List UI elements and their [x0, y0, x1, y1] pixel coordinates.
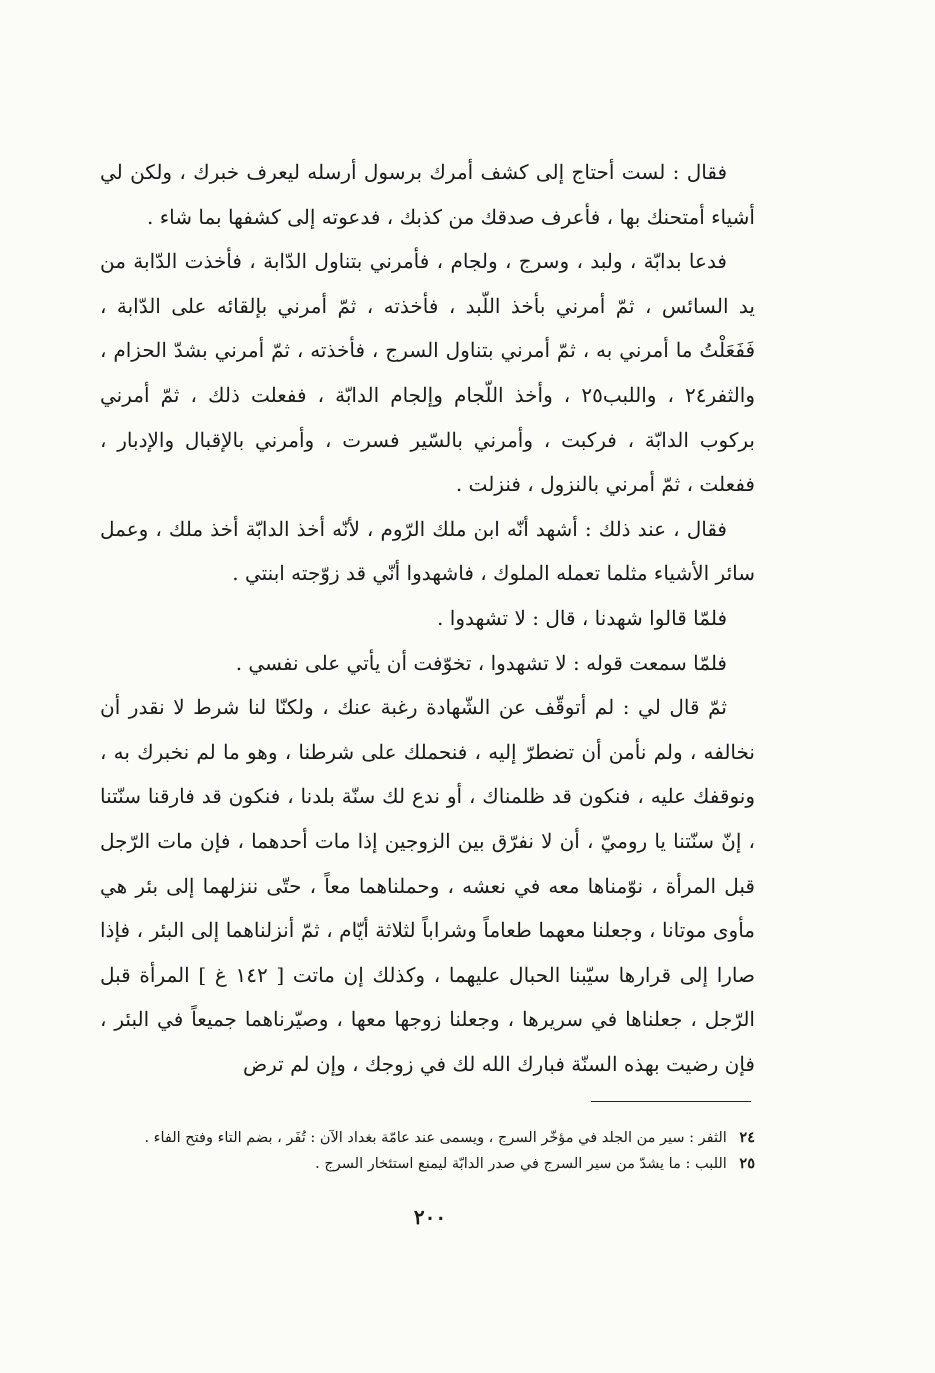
footnote: [100, 1125, 755, 1151]
footnote-number: ٢٥: [739, 1155, 755, 1172]
paragraph: فدعا بدابّة ، ولبد ، وسرج ، ولجام ، فأمرني بتناول الدّابة ، فأخذت الدّابة من يد السائس ، ثمّ أمرني بأخذ اللّبد ، فأخذته ، ثمّ أمرني بإلقائه على الدّابة ، فَفَعَلْتُ ما أمرني به ، ثمّ أمرني بتناول السرج ، فأخذته ، ثمّ أمرني بشدّ الحزام ، والثفر٢٤ ، واللبب٢٥ ، وأخذ اللّجام وإلجام الدابّة ، ففعلت ذلك ، ثمّ أمرني بركوب الدابّة ، فركبت ، وأمرني بالسّير فسرت ، وأمرني بالإقبال والإدبار ، ففعلت ، ثمّ أمرني بالنزول ، فنزلت .: [100, 249, 755, 497]
footnote-number: ٢٤: [739, 1129, 755, 1146]
footnotes: [100, 1125, 755, 1177]
page-number: ٢٠٠: [413, 1205, 447, 1229]
paragraph: فقال ، عند ذلك : أشهد أنّه ابن ملك الرّوم ، لأنّه أخذ الدابّة أخذ ملك ، وعمل سائر الأشياء مثلما تعمله الملوك ، فاشهدوا أنّي قد زوّجته ابنتي .: [100, 516, 755, 586]
footnote: [100, 1151, 755, 1177]
paragraph: فلمّا سمعت قوله : لا تشهدوا ، تخوّفت أن يأتي على نفسي .: [235, 650, 727, 675]
footnote-divider: [591, 1101, 751, 1102]
paragraph: فقال : لست أحتاج إلى كشف أمرك برسول أرسله ليعرف خبرك ، ولكن لي أشياء أمتحنك بها ، فأعرف صدقك من كذبك ، فدعوته إلى كشفها بما شاء .: [100, 160, 755, 229]
paragraph: فلمّا قالوا شهدنا ، قال : لا تشهدوا .: [437, 605, 727, 630]
footnote-text: الثفر : سير من الجلد في مؤخّر السرج ، ويسمى عند عامّة بغداد الآن : تُفَر ، بضم التاء وفتح الفاء .: [144, 1130, 727, 1146]
main-text: [100, 150, 755, 1086]
footnote-text: اللبب : ما يشدّ من سير السرج في صدر الدابّة ليمنع استئخار السرج .: [315, 1156, 727, 1172]
paragraph: ثمّ قال لي : لم أتوقّف عن الشّهادة رغبة عنك ، ولكنّا لنا شرط لا نقدر أن نخالفه ، ولم نأمن أن تضطرّ إليه ، فنحملك على شرطنا ، وهو ما لم نخبرك به ، ونوقفك عليه ، فنكون قد ظلمناك ، أو ندع لك سنّة بلدنا ، فنكون قد فارقنا سنّتنا ، إنّ سنّتنا يا روميّ ، أن لا نفرّق بين الزوجين إذا مات أحدهما ، فإن مات الرّجل قبل المرأة ، نوّمناها معه في نعشه ، وحملناهما معاً ، حتّى ننزلهما إلى بئر هي مأوى موتانا ، وجعلنا معهما طعاماً وشراباً لثلاثة أيّام ، ثمّ أنزلناهما إلى البئر ، فإذا صارا إلى قرارها سيّبنا الحبال عليهما ، وكذلك إن ماتت [ ١٤٢ غ ] المرأة قبل الرّجل ، جعلناها في سريرها ، وجعلنا زوجها معها ، وصيّرناهما جميعاً في البئر ، فإن رضيت بهذه السنّة فبارك الله لك في زوجك ، وإن لم ترض: [100, 695, 755, 1076]
